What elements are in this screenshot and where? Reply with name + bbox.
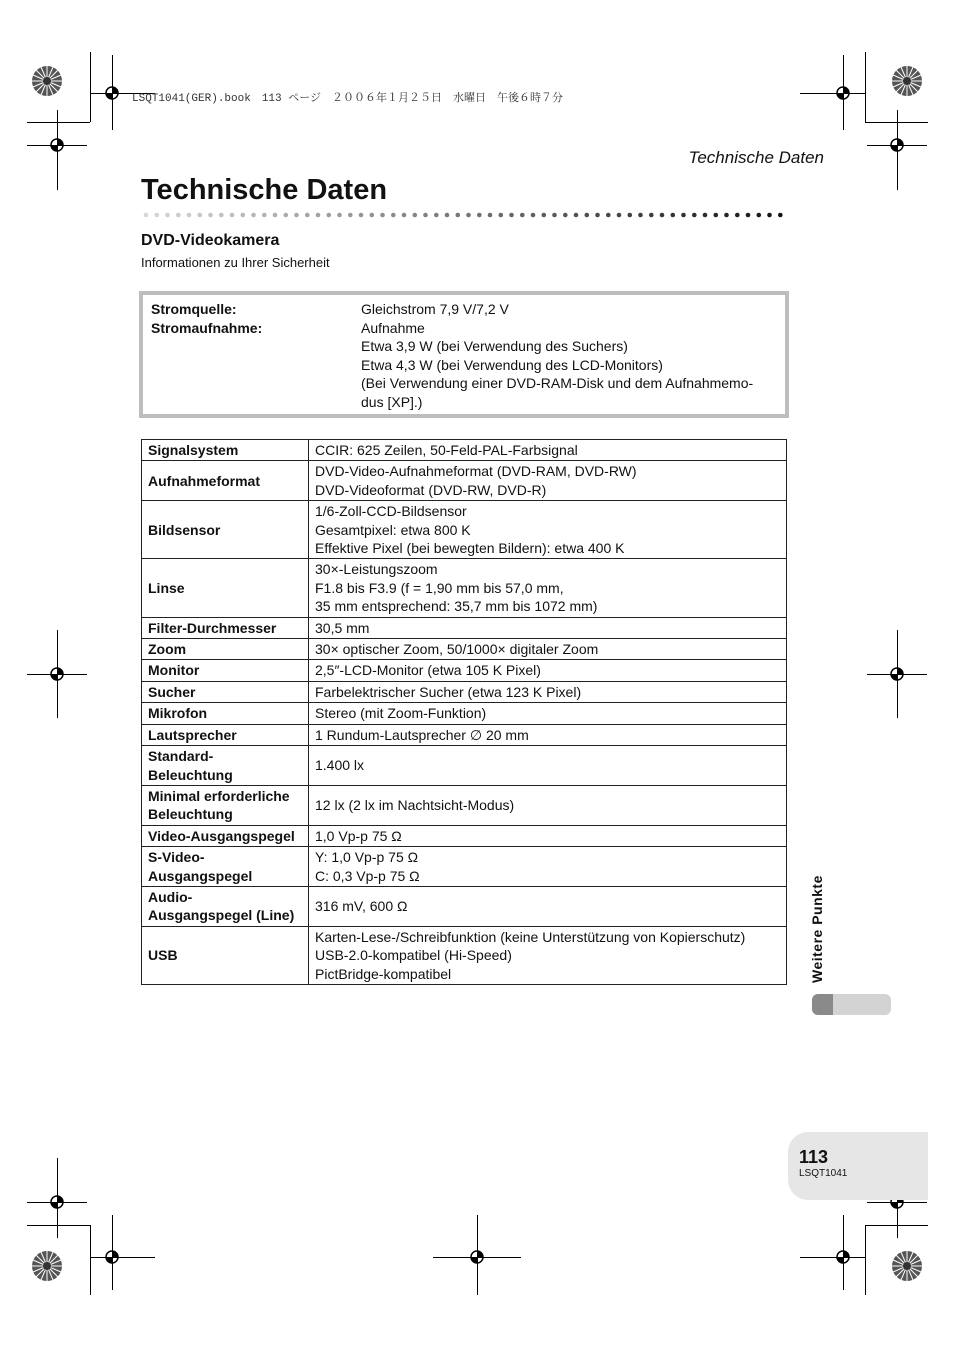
spec-value-line: 35 mm entsprechend: 35,7 mm bis 1072 mm) — [315, 598, 598, 615]
registration-target-icon — [47, 1192, 67, 1212]
power-label: Stromquelle: — [151, 301, 237, 317]
rule-dot — [757, 213, 762, 218]
rule-dot — [724, 213, 729, 218]
rule-dot — [445, 213, 450, 218]
dotted-rule — [143, 211, 788, 219]
table-row — [142, 617, 787, 638]
spec-value — [309, 559, 787, 617]
rule-dot — [434, 213, 439, 218]
rule-dot — [531, 213, 536, 218]
spec-value-line: 30×-Leistungszoom — [315, 561, 438, 578]
rule-dot — [574, 213, 579, 218]
rule-dot — [509, 213, 514, 218]
spec-value — [309, 926, 787, 984]
rule-dot — [230, 213, 235, 218]
table-row — [142, 501, 787, 559]
spec-value — [309, 724, 787, 745]
rule-dot — [778, 213, 783, 218]
rule-dot — [714, 213, 719, 218]
spec-value-line: PictBridge-kompatibel — [315, 965, 452, 982]
rule-dot — [316, 213, 321, 218]
table-row — [142, 825, 787, 846]
spec-value-line: Gesamtpixel: etwa 800 K — [315, 521, 471, 538]
power-value-line: Etwa 3,9 W (bei Verwendung des Suchers) — [361, 338, 628, 355]
spec-value-line: F1.8 bis F3.9 (f = 1,90 mm bis 57,0 mm, — [315, 579, 564, 596]
spec-label: Mikrofon — [142, 703, 309, 724]
rule-dot — [671, 213, 676, 218]
spec-label: S-Video- Ausgangspegel — [142, 847, 309, 887]
rule-dot — [305, 213, 310, 218]
rule-dot — [681, 213, 686, 218]
spec-value-line: 1 Rundum-Lautsprecher ∅ 20 mm — [315, 726, 529, 743]
spec-value-line: 30× optischer Zoom, 50/1000× digitaler Zoom — [315, 641, 599, 658]
side-tab-marker — [812, 994, 833, 1015]
spec-value — [309, 461, 787, 501]
section-subtitle: Informationen zu Ihrer Sicherheit — [141, 255, 330, 270]
section-title: DVD-Videokamera — [141, 232, 280, 249]
rule-dot — [348, 213, 353, 218]
power-label: Stromaufnahme: — [151, 319, 263, 336]
power-info-box — [139, 291, 789, 418]
rule-dot — [165, 213, 170, 218]
page-title: Technische Daten — [141, 174, 388, 206]
registration-target-icon — [833, 1247, 853, 1267]
table-row — [142, 461, 787, 501]
spec-value — [309, 660, 787, 681]
rule-dot — [660, 213, 665, 218]
spec-label: Sucher — [142, 681, 309, 702]
rule-dot — [219, 213, 224, 218]
power-value — [361, 300, 777, 319]
registration-target-icon — [47, 135, 67, 155]
spec-value — [309, 785, 787, 825]
registration-target-icon — [833, 83, 853, 103]
rule-dot — [251, 213, 256, 218]
rule-dot — [595, 213, 600, 218]
print-slug: LSQT1041(GER).book 113 ページ ２００６年１月２５日 水曜日 午後６時７分 — [132, 93, 564, 105]
registration-target-icon — [467, 1247, 487, 1267]
rule-dot — [391, 213, 396, 218]
rule-dot — [499, 213, 504, 218]
spec-value — [309, 681, 787, 702]
spec-value-line: CCIR: 625 Zeilen, 50-Feld-PAL-Farbsignal — [315, 442, 578, 458]
rule-dot — [198, 213, 203, 218]
rule-dot — [520, 213, 525, 218]
spec-value-line: 30,5 mm — [315, 619, 370, 636]
table-row — [142, 681, 787, 702]
table-row — [142, 639, 787, 660]
power-row — [151, 300, 777, 319]
rule-dot — [563, 213, 568, 218]
rule-dot — [477, 213, 482, 218]
spec-label: Bildsensor — [142, 501, 309, 559]
rule-dot — [703, 213, 708, 218]
spec-label: Zoom — [142, 639, 309, 660]
spec-value-line: 316 mV, 600 Ω — [315, 898, 408, 915]
rule-dot — [337, 213, 342, 218]
power-value-line: Gleichstrom 7,9 V/7,2 V — [361, 301, 509, 317]
spec-label: Video-Ausgangspegel — [142, 825, 309, 846]
power-value-line: Aufnahme — [361, 319, 425, 336]
power-value — [361, 319, 777, 412]
rule-dot — [585, 213, 590, 218]
table-row — [142, 785, 787, 825]
sunburst-mark-icon — [31, 65, 63, 97]
registration-target-icon — [47, 664, 67, 684]
page-number: 113 — [799, 1147, 829, 1167]
registration-target-icon — [102, 1247, 122, 1267]
table-row — [142, 926, 787, 984]
power-value-line: dus [XP].) — [361, 393, 423, 410]
rule-dot — [155, 213, 160, 218]
power-value-line: Etwa 4,3 W (bei Verwendung des LCD-Monitors) — [361, 356, 663, 373]
spec-value-line: 1.400 lx — [315, 757, 365, 774]
rule-dot — [144, 213, 149, 218]
spec-value — [309, 847, 787, 887]
rule-dot — [176, 213, 181, 218]
running-head: Technische Daten — [688, 148, 824, 167]
rule-dot — [380, 213, 385, 218]
rule-dot — [423, 213, 428, 218]
rule-dot — [284, 213, 289, 218]
rule-dot — [187, 213, 192, 218]
spec-value-line: DVD-Videoformat (DVD-RW, DVD-R) — [315, 481, 547, 498]
spec-label: Monitor — [142, 660, 309, 681]
rule-dot — [542, 213, 547, 218]
rule-dot — [617, 213, 622, 218]
spec-label: Linse — [142, 559, 309, 617]
rule-dot — [413, 213, 418, 218]
spec-label: USB — [142, 926, 309, 984]
spec-value — [309, 746, 787, 786]
rule-dot — [735, 213, 740, 218]
rule-dot — [628, 213, 633, 218]
spec-label: Aufnahmeformat — [142, 461, 309, 501]
side-tab-label: Weitere Punkte — [809, 875, 825, 983]
spec-value-line: Y: 1,0 Vp-p 75 Ω — [315, 849, 419, 866]
spec-value-line: Farbelektrischer Sucher (etwa 123 K Pixel) — [315, 683, 582, 700]
rule-dot — [241, 213, 246, 218]
spec-label: Minimal erforderliche Beleuchtung — [142, 785, 309, 825]
spec-value — [309, 825, 787, 846]
spec-label: Filter-Durchmesser — [142, 617, 309, 638]
table-row — [142, 886, 787, 926]
table-row — [142, 847, 787, 887]
spec-value-line: C: 0,3 Vp-p 75 Ω — [315, 867, 420, 884]
sunburst-mark-icon — [891, 1250, 923, 1282]
spec-label: Audio- Ausgangspegel (Line) — [142, 886, 309, 926]
spec-value — [309, 886, 787, 926]
rule-dot — [208, 213, 213, 218]
rule-dot — [649, 213, 654, 218]
table-row — [142, 440, 787, 461]
registration-target-icon — [887, 664, 907, 684]
spec-value-line: 12 lx (2 lx im Nachtsicht-Modus) — [315, 797, 515, 814]
rule-dot — [456, 213, 461, 218]
table-row — [142, 660, 787, 681]
spec-value-line: Karten-Lese-/Schreibfunktion (keine Unterstützung von Kopierschutz) — [315, 928, 746, 945]
power-row — [151, 319, 777, 412]
rule-dot — [359, 213, 364, 218]
table-row — [142, 746, 787, 786]
table-row — [142, 559, 787, 617]
power-value-line: (Bei Verwendung einer DVD-RAM-Disk und dem Aufnahmemo- — [361, 375, 754, 392]
rule-dot — [327, 213, 332, 218]
sunburst-mark-icon — [31, 1250, 63, 1282]
spec-label: Lautsprecher — [142, 724, 309, 745]
spec-value-line: 1,0 Vp-p 75 Ω — [315, 827, 402, 844]
rule-dot — [746, 213, 751, 218]
document-code: LSQT1041 — [799, 1168, 848, 1179]
spec-value-line: 1/6-Zoll-CCD-Bildsensor — [315, 503, 467, 520]
registration-target-icon — [887, 135, 907, 155]
rule-dot — [638, 213, 643, 218]
spec-label: Signalsystem — [142, 440, 309, 461]
rule-dot — [370, 213, 375, 218]
spec-label: Standard- Beleuchtung — [142, 746, 309, 786]
rule-dot — [692, 213, 697, 218]
spec-value — [309, 703, 787, 724]
spec-value — [309, 617, 787, 638]
sunburst-mark-icon — [891, 65, 923, 97]
spec-value — [309, 440, 787, 461]
spec-value — [309, 639, 787, 660]
rule-dot — [273, 213, 278, 218]
spec-value-line: Effektive Pixel (bei bewegten Bildern): etwa 400 K — [315, 540, 625, 557]
spec-value — [309, 501, 787, 559]
spec-value-line: DVD-Video-Aufnahmeformat (DVD-RAM, DVD-RW) — [315, 463, 637, 480]
spec-value-line: Stereo (mit Zoom-Funktion) — [315, 705, 487, 722]
rule-dot — [294, 213, 299, 218]
rule-dot — [262, 213, 267, 218]
spec-table — [141, 439, 787, 985]
spec-value-line: 2,5″-LCD-Monitor (etwa 105 K Pixel) — [315, 662, 541, 679]
table-row — [142, 724, 787, 745]
rule-dot — [402, 213, 407, 218]
registration-target-icon — [102, 83, 122, 103]
rule-dot — [552, 213, 557, 218]
spec-value-line: USB-2.0-kompatibel (Hi-Speed) — [315, 947, 512, 964]
rule-dot — [767, 213, 772, 218]
rule-dot — [488, 213, 493, 218]
table-row — [142, 703, 787, 724]
rule-dot — [606, 213, 611, 218]
rule-dot — [466, 213, 471, 218]
